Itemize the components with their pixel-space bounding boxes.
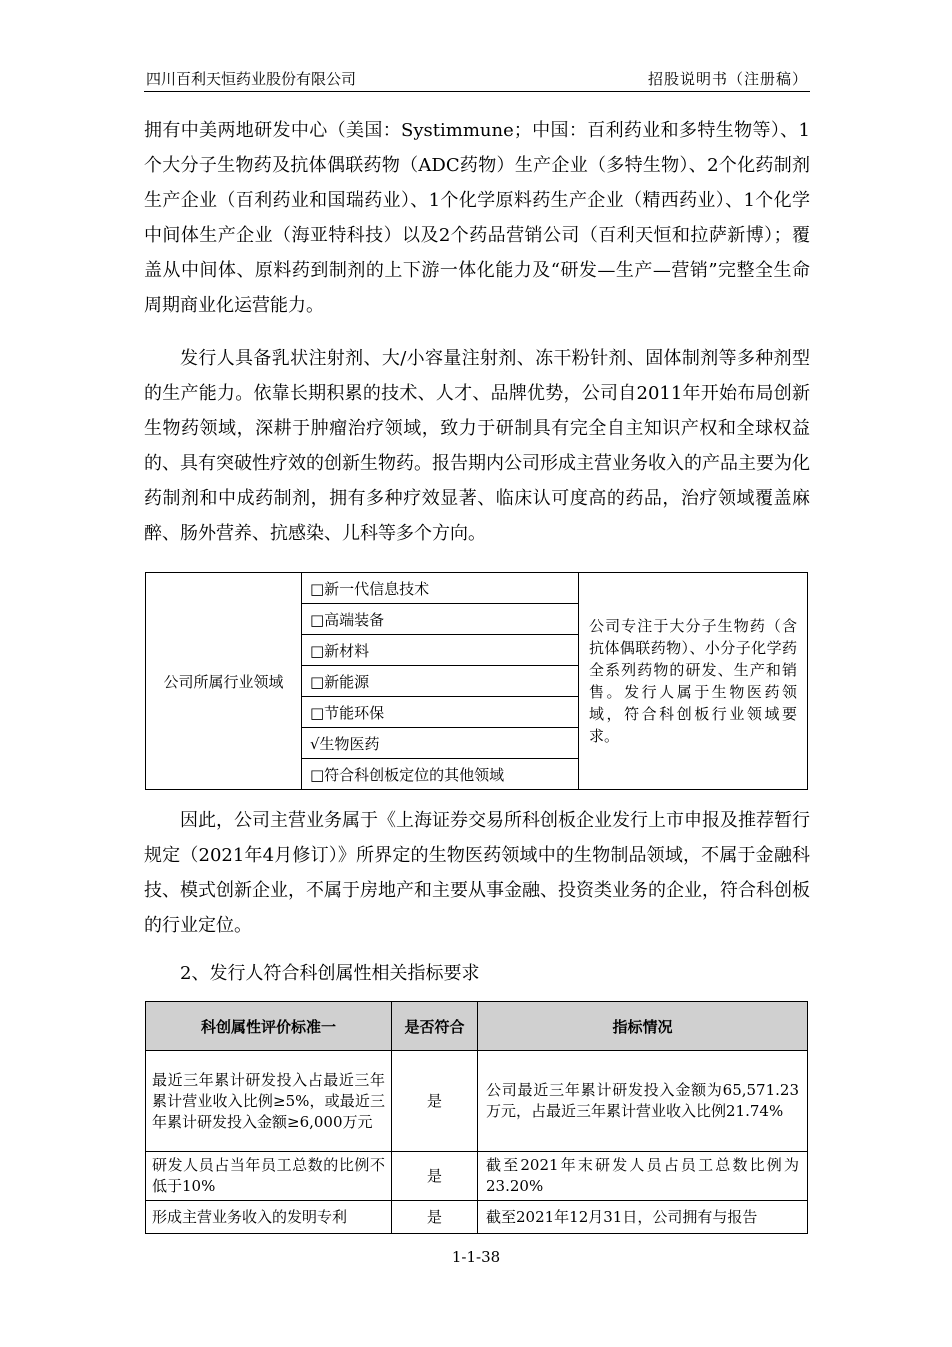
page-header [144, 64, 810, 90]
table-row [146, 1051, 808, 1152]
status-cell: 截至2021年12月31日，公司拥有与报告 [478, 1201, 808, 1234]
meets-cell: 是 [392, 1051, 478, 1152]
criteria-header-standard: 科创属性评价标准一 [146, 1002, 392, 1051]
status-cell: 公司最近三年累计研发投入金额为65,571.23万元，占最近三年累计营业收入比例21.74% [478, 1051, 808, 1152]
industry-field-table [145, 572, 808, 790]
industry-option-selected: √生物医药 [302, 728, 579, 759]
criteria-cell: 形成主营业务收入的发明专利 [146, 1201, 392, 1234]
industry-option: □节能环保 [302, 697, 579, 728]
status-cell: 截至2021年末研发人员占员工总数比例为23.20% [478, 1152, 808, 1201]
industry-option: □新能源 [302, 666, 579, 697]
paragraph-rd-centers: 拥有中美两地研发中心（美国：Systimmune；中国：百利药业和多特生物等）、1个大分子生物药及抗体偶联药物（ADC药物）生产企业（多特生物）、2个化药制剂生产企业（百利药业和国瑞药业）、1个化学原料药生产企业（精西药业）、1个化学中间体生产企业（海亚特科技）以及2个药品营销公司（百利天恒和拉萨新博）；覆盖从中间体、原料药到制剂的上下游一体化能力及“研发—生产—营销”完整全生命周期商业化运营能力。 [144, 120, 810, 316]
paragraph-production-capability: 发行人具备乳状注射剂、大/小容量注射剂、冻干粉针剂、固体制剂等多种剂型的生产能力。依靠长期积累的技术、人才、品牌优势，公司自2011年开始布局创新生物药领域，深耕于肿瘤治疗领域，致力于研制具有完全自主知识产权和全球权益的、具有突破性疗效的创新生物药。报告期内公司形成主营业务收入的产品主要为化药制剂和中成药制剂，拥有多种疗效显著、临床认可度高的药品，治疗领域覆盖麻醉、肠外营养、抗感染、儿科等多个方向。 [144, 348, 810, 544]
criteria-cell: 研发人员占当年员工总数的比例不低于10% [146, 1152, 392, 1201]
document-title: 招股说明书（注册稿） [647, 70, 808, 88]
section-heading-criteria: 2、发行人符合科创属性相关指标要求 [180, 963, 480, 984]
criteria-cell: 最近三年累计研发投入占最近三年累计营业收入比例≥5%，或最近三年累计研发投入金额≥6,000万元 [146, 1051, 392, 1152]
industry-option: □新一代信息技术 [302, 573, 579, 604]
industry-field-label: 公司所属行业领域 [146, 573, 302, 790]
meets-cell: 是 [392, 1201, 478, 1234]
table-row [146, 1152, 808, 1201]
criteria-header-meets: 是否符合 [392, 1002, 478, 1051]
table-row [146, 1201, 808, 1234]
header-rule [144, 91, 810, 92]
company-name: 四川百利天恒药业股份有限公司 [146, 70, 357, 88]
meets-cell: 是 [392, 1152, 478, 1201]
paragraph-conclusion: 因此，公司主营业务属于《上海证券交易所科创板企业发行上市申报及推荐暂行规定（2021年4月修订）》所界定的生物医药领域中的生物制品领域，不属于金融科技、模式创新企业，不属于房地产和主要从事金融、投资类业务的企业，符合科创板的行业定位。 [144, 810, 810, 936]
criteria-header-row [146, 1002, 808, 1051]
industry-option: □新材料 [302, 635, 579, 666]
criteria-header-status: 指标情况 [478, 1002, 808, 1051]
industry-description: 公司专注于大分子生物药（含抗体偶联药物）、小分子化学药全系列药物的研发、生产和销售。发行人属于生物医药领域，符合科创板行业领域要求。 [579, 573, 808, 790]
criteria-table [145, 1001, 808, 1234]
page-number: 1-1-38 [451, 1248, 501, 1266]
industry-option: □符合科创板定位的其他领域 [302, 759, 579, 790]
industry-option: □高端装备 [302, 604, 579, 635]
